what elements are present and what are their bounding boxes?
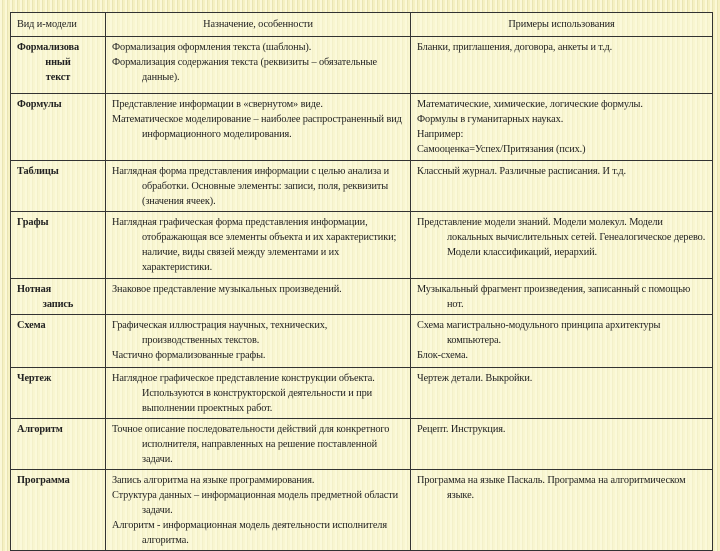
table-row <box>11 419 713 470</box>
examples-cell <box>411 37 713 94</box>
header-purpose: Назначение, особенности <box>106 13 411 37</box>
model-type-cell <box>11 279 106 315</box>
purpose-cell <box>106 279 411 315</box>
purpose-paragraph: Формализация оформления текста (шаблоны). <box>112 42 312 53</box>
purpose-paragraph: Графическая иллюстрация научных, технических, производственных текстов. <box>112 320 328 346</box>
model-type-text: Графы <box>17 217 49 228</box>
table-row <box>11 161 713 212</box>
info-models-table <box>10 12 713 551</box>
purpose-cell <box>106 37 411 94</box>
model-type-text: запись <box>42 299 74 310</box>
examples-paragraph: Классный журнал. Различные расписания. И т.д. <box>417 166 626 177</box>
purpose-paragraph: Представление информации в «свернутом» виде. <box>112 99 323 110</box>
table-row <box>11 37 713 94</box>
purpose-paragraph: Запись алгоритма на языке программирования. <box>112 475 315 486</box>
examples-paragraph: Чертеж детали. Выкройки. <box>417 373 533 384</box>
model-type-text: Алгоритм <box>17 424 63 435</box>
examples-paragraph: Рецепт. Инструкция. <box>417 424 506 435</box>
examples-cell <box>411 470 713 551</box>
model-type-text: Таблицы <box>17 166 59 177</box>
purpose-paragraph: Наглядная графическая форма представления информации, отображающая все элементы объекта и их характеристики; наличие, виды связей между элементами и их характеристики. <box>112 217 397 273</box>
model-type-text: Формулы <box>17 99 62 110</box>
examples-cell <box>411 161 713 212</box>
model-type-cell <box>11 37 106 94</box>
table-row <box>11 470 713 551</box>
purpose-paragraph: Знаковое представление музыкальных произведений. <box>112 284 342 295</box>
examples-cell <box>411 315 713 368</box>
header-examples: Примеры использования <box>411 13 713 37</box>
examples-paragraph: Программа на языке Паскаль. Программа на алгоритмическом языке. <box>417 475 686 501</box>
examples-paragraph: Например: <box>417 129 464 140</box>
model-type-cell <box>11 315 106 368</box>
purpose-paragraph: Математическое моделирование – наиболее распространенный вид информационного моделирования. <box>112 114 402 140</box>
model-type-text: Схема <box>17 320 46 331</box>
model-type-text: Программа <box>17 475 70 486</box>
purpose-cell <box>106 419 411 470</box>
examples-paragraph: Музыкальный фрагмент произведения, записанный с помощью нот. <box>417 284 691 310</box>
model-type-text: Нотная <box>17 284 52 295</box>
examples-cell <box>411 368 713 419</box>
examples-cell <box>411 419 713 470</box>
purpose-paragraph: Структура данных – информационная модель предметной области задачи. <box>112 490 399 516</box>
purpose-cell <box>106 470 411 551</box>
examples-paragraph: Схема магистрально-модульного принципа архитектуры компьютера. <box>417 320 661 346</box>
examples-paragraph: Бланки, приглашения, договора, анкеты и т.д. <box>417 42 613 53</box>
table-row <box>11 212 713 279</box>
purpose-paragraph: Частично формализованные графы. <box>112 350 266 361</box>
examples-paragraph: Математические, химические, логические формулы. <box>417 99 643 110</box>
purpose-cell <box>106 315 411 368</box>
purpose-paragraph: Алгоритм - информационная модель деятельности исполнителя алгоритма. <box>112 520 387 546</box>
purpose-cell <box>106 368 411 419</box>
header-model-type: Вид и-модели <box>11 13 106 37</box>
purpose-paragraph: Наглядная форма представления информации с целью анализа и обработки. Основные элементы: записи, поля, реквизиты (значения ячеек). <box>112 166 390 207</box>
model-type-cell <box>11 368 106 419</box>
purpose-cell <box>106 161 411 212</box>
examples-paragraph: Самооценка=Успех/Притязания (псих.) <box>417 144 586 155</box>
purpose-paragraph: Наглядное графическое представление конструкции объекта. Используются в конструкторской деятельности и при выполнении проектных работ. <box>112 373 375 414</box>
table-header-row <box>11 13 713 37</box>
model-type-cell <box>11 94 106 161</box>
model-type-cell <box>11 161 106 212</box>
table-row <box>11 368 713 419</box>
examples-cell <box>411 212 713 279</box>
purpose-paragraph: Формализация содержания текста (реквизиты – обязательные данные). <box>112 57 377 83</box>
examples-cell <box>411 94 713 161</box>
purpose-paragraph: Точное описание последовательности действий для конкретного исполнителя, направленных на решение поставленной задачи. <box>112 424 390 465</box>
table-body <box>11 37 713 551</box>
table-row <box>11 279 713 315</box>
model-type-cell <box>11 419 106 470</box>
model-type-text: Чертеж <box>17 373 52 384</box>
examples-paragraph: Блок-схема. <box>417 350 468 361</box>
examples-paragraph: Формулы в гуманитарных науках. <box>417 114 564 125</box>
purpose-cell <box>106 94 411 161</box>
purpose-cell <box>106 212 411 279</box>
model-type-cell <box>11 470 106 551</box>
table-row <box>11 94 713 161</box>
examples-paragraph: Представление модели знаний. Модели молекул. Модели локальных вычислительных сетей. Генеалогическое дерево. Модели классификаций, иерархий. <box>417 217 706 258</box>
model-type-text: нный <box>45 57 71 68</box>
model-type-text: текст <box>45 72 71 83</box>
examples-cell <box>411 279 713 315</box>
model-type-cell <box>11 212 106 279</box>
table-row <box>11 315 713 368</box>
model-type-text: Формализова <box>17 42 80 53</box>
